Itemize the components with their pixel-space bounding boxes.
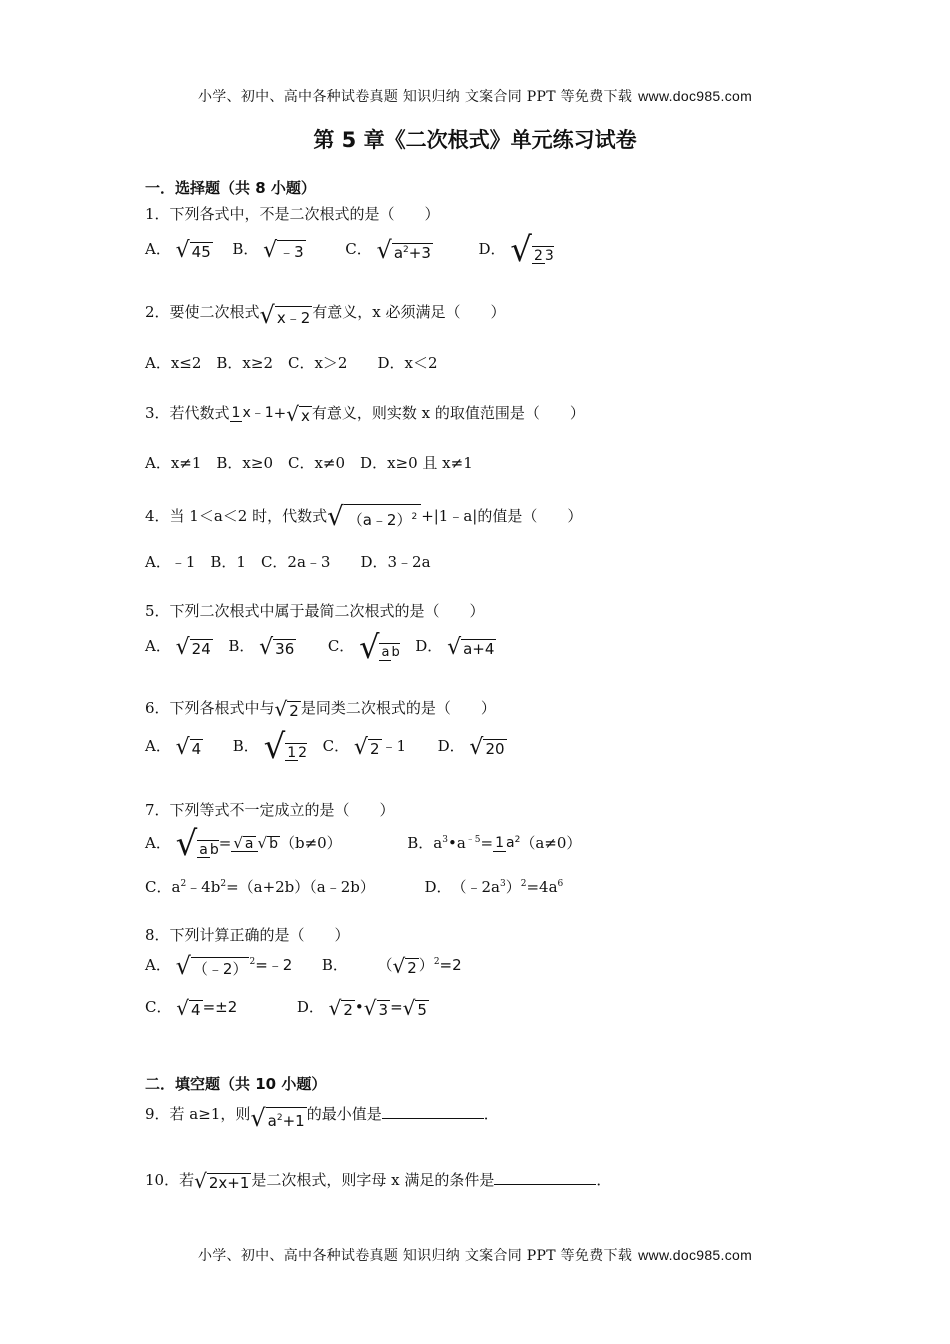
text: （﹣2a bbox=[451, 878, 500, 896]
option-label: B． bbox=[232, 737, 259, 755]
question-2-stem bbox=[145, 297, 506, 329]
radicand: 45 bbox=[191, 242, 211, 261]
option-label: A． bbox=[145, 637, 171, 655]
text: ） bbox=[505, 878, 521, 896]
stem-pre: 4．当 1＜a＜2 时，代数式 bbox=[145, 507, 328, 525]
radicand: 24 bbox=[191, 639, 211, 658]
radicand: （﹣2） bbox=[192, 960, 248, 978]
stem-pre: 10．若 bbox=[145, 1171, 195, 1189]
question-9 bbox=[145, 1098, 499, 1132]
radical-expression: √ 2 bbox=[353, 734, 380, 760]
denominator: b bbox=[209, 841, 219, 858]
radicand: 5 bbox=[417, 1001, 427, 1019]
radical-expression: √ 3 bbox=[363, 996, 389, 1020]
exponent: 6 bbox=[557, 879, 564, 889]
stem-pre: 2．要使二次根式 bbox=[145, 303, 260, 321]
section-heading-fill: 二．填空题（共 10 小题） bbox=[145, 1075, 327, 1093]
question-1-stem: 1．下列各式中，不是二次根式的是（ ） bbox=[145, 205, 440, 223]
exponent: ﹣5 bbox=[465, 835, 481, 845]
question-1-options bbox=[145, 230, 554, 270]
page-header bbox=[0, 86, 950, 106]
option-label: C． bbox=[145, 878, 172, 896]
question-2-options: A．x≤2 B．x≥2 C．x＞2 D．x＜2 bbox=[145, 354, 438, 372]
stem-pre: 6．下列各根式中与 bbox=[145, 699, 275, 717]
denominator: b bbox=[391, 645, 400, 661]
exponent: 2 bbox=[249, 957, 256, 967]
exponent: 2 bbox=[411, 512, 418, 522]
radical-expression: √ $a^2+3$ bbox=[376, 236, 431, 264]
radical-expression: √ 4 bbox=[175, 734, 202, 760]
text: =4a bbox=[526, 878, 558, 896]
equals: = bbox=[480, 834, 494, 852]
option-label: A． bbox=[145, 737, 171, 755]
option-label: B． bbox=[407, 834, 434, 852]
question-4-options: A．﹣1 B．1 C．2a﹣3 D．3﹣2a bbox=[145, 553, 431, 571]
question-3-stem bbox=[145, 402, 585, 426]
dot: • bbox=[354, 998, 364, 1016]
condition: （a≠0） bbox=[520, 834, 582, 852]
radicand: x﹣2 bbox=[275, 306, 312, 328]
radicand: x bbox=[301, 407, 310, 425]
radical-expression: √ 2 bbox=[392, 954, 417, 978]
option-label: A． bbox=[145, 834, 171, 852]
base: a bbox=[393, 244, 404, 262]
condition: （b≠0） bbox=[279, 834, 342, 852]
question-6-options bbox=[145, 727, 507, 767]
option-label: D． bbox=[478, 240, 506, 258]
question-5-stem: 5．下列二次根式中属于最简二次根式的是（ ） bbox=[145, 602, 485, 620]
stem-pre: 3．若代数式 bbox=[145, 404, 230, 422]
fraction bbox=[230, 406, 274, 422]
text: a bbox=[171, 878, 181, 896]
option-label: D． bbox=[437, 737, 465, 755]
paren: （ bbox=[377, 956, 393, 974]
exponent: 2 bbox=[276, 1113, 283, 1123]
radical-expression: √ 5 bbox=[402, 996, 427, 1020]
radicand: 2 bbox=[343, 1001, 353, 1019]
radical-expression: √ 36 bbox=[259, 634, 295, 660]
radical-expression: √ （a﹣2）$^2$ bbox=[327, 502, 421, 532]
stem-post: 的最小值是 bbox=[306, 1105, 382, 1123]
rest: =2 bbox=[439, 956, 462, 974]
question-8-options-cd bbox=[145, 996, 429, 1020]
numerator: 2 bbox=[533, 247, 543, 264]
option-label: B． bbox=[321, 956, 348, 974]
denominator: 2 bbox=[298, 744, 308, 761]
radical-expression: √ a+4 bbox=[447, 634, 495, 660]
numerator: 1 bbox=[231, 405, 241, 422]
exponent: 2 bbox=[220, 879, 227, 889]
equals: = bbox=[218, 834, 232, 852]
denominator: a bbox=[506, 835, 515, 852]
radical-expression: √ ﹣3 bbox=[263, 237, 304, 263]
stem-post: 有意义，x 必须满足（ ） bbox=[312, 303, 506, 321]
paren: ） bbox=[418, 956, 434, 974]
radicand: 2 bbox=[289, 702, 299, 720]
radicand: （a﹣2） bbox=[347, 511, 412, 529]
option-label: B． bbox=[228, 637, 255, 655]
plus: + bbox=[273, 404, 287, 422]
rest: +1 bbox=[282, 1112, 305, 1130]
option-label: D． bbox=[296, 998, 324, 1016]
question-7-options-cd bbox=[145, 876, 563, 897]
radical-expression: √ 20 bbox=[469, 734, 505, 760]
footer-text: 小学、初中、高中各种试卷真题 知识归纳 文案合同 PPT 等免费下载 bbox=[197, 1248, 633, 1264]
question-10 bbox=[145, 1169, 611, 1193]
question-3-options: A．x≠1 B．x≥0 C．x≠0 D．x≥0 且 x≠1 bbox=[145, 454, 473, 472]
radical-expression: √ 4 bbox=[176, 996, 201, 1020]
radical-expression: √ x bbox=[286, 402, 310, 426]
numerator: a bbox=[381, 645, 390, 661]
question-6-stem bbox=[145, 697, 496, 721]
radical-expression: √ 1 2 bbox=[263, 727, 308, 767]
radical-expression: √ $a^2+1$ bbox=[250, 1104, 305, 1132]
option-label: C． bbox=[345, 240, 372, 258]
radicand: 2x+1 bbox=[208, 1174, 250, 1192]
question-7-stem: 7．下列等式不一定成立的是（ ） bbox=[145, 801, 395, 819]
question-4-stem bbox=[145, 502, 582, 532]
option-label: B． bbox=[232, 240, 259, 258]
radicand bbox=[392, 243, 433, 262]
question-8-stem: 8．下列计算正确的是（ ） bbox=[145, 926, 350, 944]
stem-post: +|1﹣a|的值是（ ） bbox=[421, 507, 583, 525]
text: ﹣4b bbox=[186, 878, 221, 896]
radical-expression: √ 2x+1 bbox=[194, 1169, 250, 1193]
option-label: A． bbox=[145, 956, 171, 974]
radical-expression: √ 45 bbox=[175, 237, 211, 263]
exponent: 2 bbox=[180, 879, 187, 889]
stem-post: 是同类二次根式的是（ ） bbox=[300, 699, 496, 717]
radical-expression: √ 2 bbox=[274, 697, 299, 721]
numerator: a bbox=[199, 841, 208, 858]
denominator: b bbox=[269, 835, 278, 852]
rest: =±2 bbox=[202, 998, 238, 1016]
radicand: 4 bbox=[191, 1001, 201, 1019]
fraction: √ a √ b bbox=[233, 833, 278, 852]
radicand: 2 bbox=[369, 739, 380, 758]
stem-post: 是二次根式，则字母 x 满足的条件是 bbox=[251, 1171, 495, 1189]
option-label: D． bbox=[415, 637, 443, 655]
question-5-options bbox=[145, 628, 496, 666]
end-mark: ． bbox=[596, 1171, 612, 1189]
rest: =﹣2 bbox=[255, 956, 293, 974]
option-label: C． bbox=[327, 637, 355, 655]
denominator: x﹣1 bbox=[242, 405, 274, 422]
exponent: 3 bbox=[499, 879, 506, 889]
radicand: 36 bbox=[275, 639, 295, 658]
exponent: 2 bbox=[514, 834, 521, 845]
radicand: 3 bbox=[378, 1001, 389, 1019]
section-heading-choice: 一．选择题（共 8 小题） bbox=[145, 179, 316, 197]
radicand: 4 bbox=[191, 739, 202, 758]
question-8-options-ab bbox=[145, 952, 462, 980]
radical-expression: √ （﹣2） bbox=[175, 952, 248, 980]
exponent: 2 bbox=[403, 245, 409, 255]
radicand: ﹣3 bbox=[277, 240, 306, 262]
base: a bbox=[267, 1112, 277, 1130]
denominator: 3 bbox=[544, 247, 554, 264]
radicand: a+4 bbox=[463, 639, 495, 658]
radicand: 20 bbox=[485, 739, 505, 758]
fraction bbox=[493, 836, 520, 852]
numerator: a bbox=[244, 835, 254, 852]
rest: ﹣1 bbox=[381, 737, 407, 755]
question-7-options-ab bbox=[145, 824, 581, 864]
radicand: 2 bbox=[407, 959, 417, 977]
base: a bbox=[433, 834, 443, 852]
header-text: 小学、初中、高中各种试卷真题 知识归纳 文案合同 PPT 等免费下载 bbox=[197, 89, 633, 105]
option-label: C． bbox=[322, 737, 350, 755]
exponent: 2 bbox=[520, 879, 527, 889]
exponent: 3 bbox=[442, 835, 448, 845]
numerator: 1 bbox=[495, 835, 504, 852]
answer-blank[interactable] bbox=[494, 1170, 596, 1185]
radical-expression: √ a b bbox=[359, 628, 400, 666]
option-label: D． bbox=[424, 878, 452, 896]
radical-expression: √ 2 3 bbox=[510, 230, 554, 270]
option-label: C． bbox=[145, 998, 172, 1016]
page-footer bbox=[0, 1245, 950, 1265]
footer-url[interactable]: www.doc985.com bbox=[638, 1247, 753, 1263]
option-label: A． bbox=[145, 240, 171, 258]
stem-post: 有意义，则实数 x 的取值范围是（ ） bbox=[311, 404, 585, 422]
header-url[interactable]: www.doc985.com bbox=[638, 88, 753, 104]
radical-expression: √ 24 bbox=[175, 634, 211, 660]
numerator: 1 bbox=[287, 744, 297, 761]
equals: = bbox=[390, 998, 403, 1016]
radical-expression: √ a b bbox=[175, 824, 219, 864]
stem-pre: 9．若 a≥1，则 bbox=[145, 1105, 251, 1123]
radical-expression: √ x﹣2 bbox=[259, 301, 311, 329]
rest: +3 bbox=[408, 244, 431, 262]
dot-term: •a bbox=[447, 834, 466, 852]
page-title: 第 5 章《二次根式》单元练习试卷 bbox=[313, 128, 637, 152]
answer-blank[interactable] bbox=[382, 1104, 484, 1119]
end-mark: ． bbox=[483, 1105, 499, 1123]
exponent: 2 bbox=[433, 957, 440, 967]
text: =（a+2b）（a﹣2b） bbox=[226, 878, 375, 896]
radical-expression: √ 2 bbox=[328, 996, 353, 1020]
